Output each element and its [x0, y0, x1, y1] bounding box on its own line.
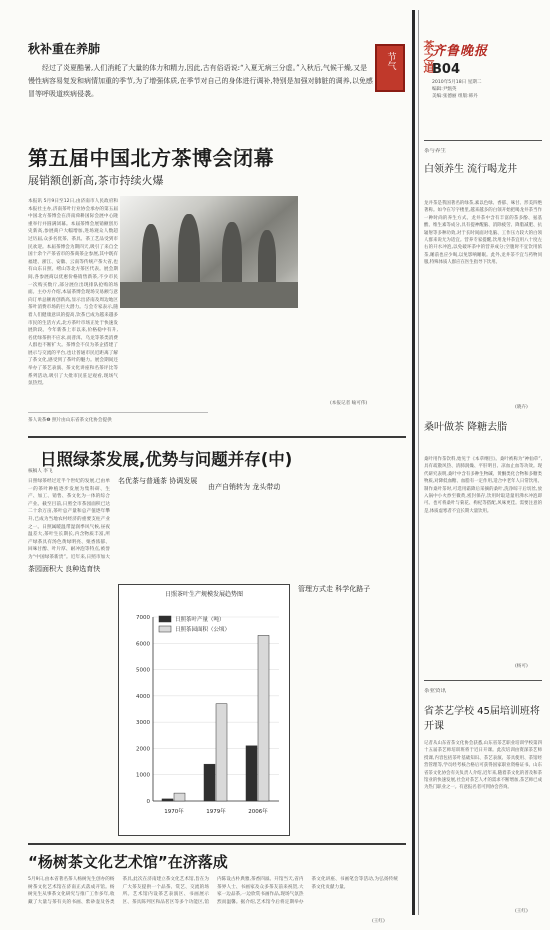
- section-heading-4: 管理方式走 科学化路子: [298, 585, 371, 593]
- chart-y-tick-label: 2000: [136, 746, 150, 753]
- chart-y-tick-label: 1000: [136, 772, 150, 779]
- chart-y-tick-label: 0: [146, 799, 150, 805]
- section-divider: [28, 436, 406, 438]
- chart-y-tick-label: 4000: [136, 693, 150, 700]
- chart-bar: [204, 764, 215, 801]
- second-story-body-col4b: [298, 610, 400, 838]
- second-story-body-col2: [118, 502, 198, 580]
- photo-table: [120, 282, 298, 308]
- second-story-body-col1: 日照绿茶经过近半个世纪的发展,已由单一的茶叶种植逐步发展为集科研、生产、加工、销售、茶文化为一体的综合产业。截至目前,日照全市茶园面积已达二十余万亩,茶叶总产量和总产值逐年攀升,已成为当地农村经济的重要支柱产业之一。日照属暖温带湿润季风气候,昼夜温差大,茶叶生长期长,内含物质丰富,所产绿茶具有汤色黄绿明亮、栗香浓郁、回味甘醇、叶片厚、耐冲泡等特点,被誉为“中国绿茶新贵”。近年来,日照市加大: [28, 479, 110, 560]
- chart-x-tick-label: 1970年: [164, 809, 184, 815]
- second-story-title: 日照绿茶发展,优势与问题并存(中): [40, 450, 293, 469]
- second-story-body-col4: [298, 478, 400, 578]
- seal-text: 节气: [385, 52, 396, 70]
- section-heading-1: 茶园面积大 良种选育快: [28, 565, 101, 573]
- sidebar-title-3: 省茶艺学校 45届培训班将开课: [424, 706, 540, 732]
- seal-box: [375, 44, 405, 92]
- chart-y-tick-label: 6000: [136, 641, 150, 648]
- sidebar-tag-3-label: 茶业资讯: [424, 688, 447, 695]
- chart-bar: [174, 793, 185, 801]
- chart-legend-label: 日照茶叶产量（吨）: [175, 617, 225, 623]
- main-story-body-col3: [202, 312, 297, 410]
- section-title-text: 茶之道: [422, 40, 435, 73]
- bottom-story-credit: (王红): [372, 919, 385, 924]
- chart-x-tick-label: 1979年: [206, 809, 226, 815]
- second-story-byline: 核稿人 李飞: [28, 469, 53, 474]
- chart-svg: [119, 599, 289, 835]
- section-heading-3: 由产自销转为 龙头带动: [208, 483, 281, 491]
- sidebar-body-1: 龙井茶是我国著名的绿茶,素以色绿、香郁、味甘、形美四绝著称。如今在写字楼里,越来越多的白领开始把喝龙井茶当作一种时尚的养生方式。龙井茶中含有丰富的茶多酚、氨基酸、维生素等成分,具有提神醒脑、消除疲劳、降脂减肥、抗辐射等多种功效,对于长时间面对电脑、工作压力较大的白领人群来说尤为适宜。营养专家提醒,饮用龙井茶宜用八十度左右的开水冲泡,以免破坏茶中的营养成分;空腹时不宜饮用浓茶,睡前也应少喝,以免影响睡眠。此外,龙井茶不宜与药物同服,特殊体质人群应在医生指导下饮用。: [424, 201, 542, 266]
- top-story-body: 经过了炎夏酷暑,人们消耗了大量的体力和精力,因此,古有俗语说:“入夏无病三分虚。”入秋后,气候干燥,又是慢性病容易复发和病情加重的季节,为了增强体质,在季节对自己的身体进行调补,特别是加强对肺脏的调养,以免感冒等呼吸道疾病侵袭。: [28, 64, 373, 98]
- photo-caption: 茶人说茶❽ 照片由山东省茶文化协会提供: [28, 418, 112, 423]
- chart-title: 日照茶叶生产规模发展趋势图: [164, 591, 243, 598]
- sidebar-credit-2: (杨可): [515, 664, 528, 669]
- sidebar-credit-1: (晓卉): [515, 405, 528, 410]
- tea-expo-photo: [120, 196, 298, 308]
- bottom-story-title: “杨树茶文化艺术馆”在济落成: [28, 853, 228, 871]
- chart-y-tick-label: 5000: [136, 667, 150, 674]
- main-subheadline: 展销额创新高,茶市持续火爆: [28, 174, 164, 187]
- sidebar-tag-1-label: 茶与养生: [424, 148, 447, 155]
- main-headline: 第五届中国北方茶博会闭幕: [28, 146, 274, 170]
- photo-caption-box: [28, 412, 208, 432]
- editor-line: 编辑:尹甄英: [432, 87, 457, 92]
- chart-bar: [246, 746, 257, 801]
- chart-bar: [162, 799, 173, 801]
- section-divider-2: [28, 843, 406, 845]
- masthead-spine-shadow: [418, 10, 419, 915]
- chart-legend-label: 日照茶园面积（公顷）: [175, 627, 231, 633]
- chart-bar: [258, 635, 269, 801]
- date-line: 2010年5月18日 星期二: [432, 80, 482, 85]
- section-vertical-title: [420, 40, 435, 77]
- sidebar-title-1: 白领养生 流行喝龙井: [424, 164, 518, 175]
- main-story-body-col4: [302, 198, 400, 398]
- chart-y-tick-label: 7000: [136, 615, 150, 621]
- newspaper-logo: 齐鲁晚报: [432, 44, 489, 59]
- section-heading-2: 名优茶与普通茶 协调发展: [118, 477, 198, 485]
- sidebar-tag-1: [424, 140, 542, 155]
- second-story-body-col3: [208, 508, 288, 580]
- bottom-story-body: 5月9日,由本省著名茶人杨树先生创办的杨树茶文化艺术馆在济南正式落成开馆。杨树先生从事茶文化研究与推广工作多年,收藏了大量与茶有关的书画、紫砂壶及各类茶具,此次在济南建立茶文化艺术馆,旨在为广大茶友提供一个品茶、赏艺、交流的场所。艺术馆内设茶艺表演区、书画展示区、茶具陈列区和品茗区等多个功能区,馆内陈设古朴典雅,茶香四溢。开馆当天,省内茶界人士、书画家及众多茶友前来祝贺,大家一边品茶,一边欣赏书画作品,现场气氛热烈而温馨。据介绍,艺术馆今后将定期举办茶文化讲座、书画笔会等活动,为弘扬传统茶文化贡献力量。: [28, 877, 398, 905]
- chart-x-tick-label: 2006年: [248, 809, 268, 815]
- page-number: B04: [432, 62, 460, 77]
- sidebar-title-2: 桑叶做茶 降糖去脂: [424, 422, 508, 433]
- second-story-body-col1b: [28, 592, 110, 838]
- main-story-body-col2: [123, 312, 198, 410]
- chart-frame: [118, 584, 290, 836]
- chart-legend-swatch: [159, 626, 171, 632]
- main-story-body: 本报讯 5月9日至12日,由济南市人民政府和本报社主办,济南茶叶行业协会承办的第五届中国北方茶博会在济南舜耕国际会展中心隆重举行并圆满闭幕。本届茶博会展销额创历史新高,参展商户大幅增加,进场观众人数超过历届,众多名优茶、茶具、茶工艺品受到市民欢迎。本届茶博会为期四天,吸引了来自全国十余个产茶省市的茶商茶企参展,其中既有福建、浙江、安徽、云南等传统产茶大省,也有山东日照、崂山等北方茶区代表。展会期间,各参展商以优惠价格销售新茶,不少市民一次购买数斤,部分展位出现排队抢购的场面。主办方介绍,本届茶博会现场交易额与意向订单总额再创新高,显示出济南及周边地区茶叶消费市场的巨大潜力。与会专家表示,随着人们健康意识的提高,饮茶已成为越来越多市民的生活方式,北方茶叶市场正处于快速发展阶段。今年新茶上市以来,价格稳中有升,名优绿茶供不应求,而普洱、乌龙等茶类消费人群也不断扩大。茶博会不仅为茶企搭建了展示与交流的平台,也让普通市民近距离了解了茶文化,感受到了茶叶的魅力。展会期间还举办了茶艺表演、茶文化讲座和名茶评比等系列活动,吸引了大批市民驻足观看,现场气氛热烈。: [28, 199, 118, 387]
- chart-legend-swatch: [159, 616, 171, 622]
- chart-bar: [216, 704, 227, 801]
- proof-line: 美编:张德丽 组版:韩丹: [432, 94, 478, 99]
- sidebar-credit-3: (王红): [515, 909, 528, 914]
- main-story-credit: (本报记者 喻可伟): [330, 401, 368, 406]
- masthead-spine: [412, 10, 415, 915]
- chart-y-tick-label: 3000: [136, 720, 150, 727]
- sidebar-tag-3: [424, 680, 542, 695]
- sidebar-body-3: 记者从山东省茶文化协会获悉,山东省茶艺职业培训学校第四十五届茶艺师培训班将于近日开课。此次培训由资深茶艺师授课,内容包括茶叶基础知识、茶艺表演、茶具使用、茶馆经营管理等,学员经考核合格后可获得国家职业资格证书。山东省茶文化协会有关负责人介绍,近年来,随着茶文化的普及和茶馆业的快速发展,社会对茶艺人才的需求不断增加,茶艺师已成为热门职业之一。有意报名者可到协会咨询。: [424, 741, 542, 791]
- top-story-title: 秋补重在养肺: [28, 42, 101, 56]
- sidebar-body-2: 桑叶用作茶饮料,始见于《本草纲目》。桑叶被称为“神仙草”,具有疏散风热、清肺润燥、平肝明目、凉血止血等功效。现代研究表明,桑叶中含有多种生物碱、黄酮类化合物和多糖类物质,对降低血糖、血脂有一定作用,适合中老年人日常饮用。制作桑叶茶时,可选用霜降后采摘的桑叶,洗净晾干后切丝,放入锅中小火炒至微黄,密封保存,饮用时取适量用沸水冲泡即可。也可将桑叶与菊花、枸杞等搭配,风味更佳。需要注意的是,体质虚寒者不宜长期大量饮用。: [424, 457, 542, 514]
